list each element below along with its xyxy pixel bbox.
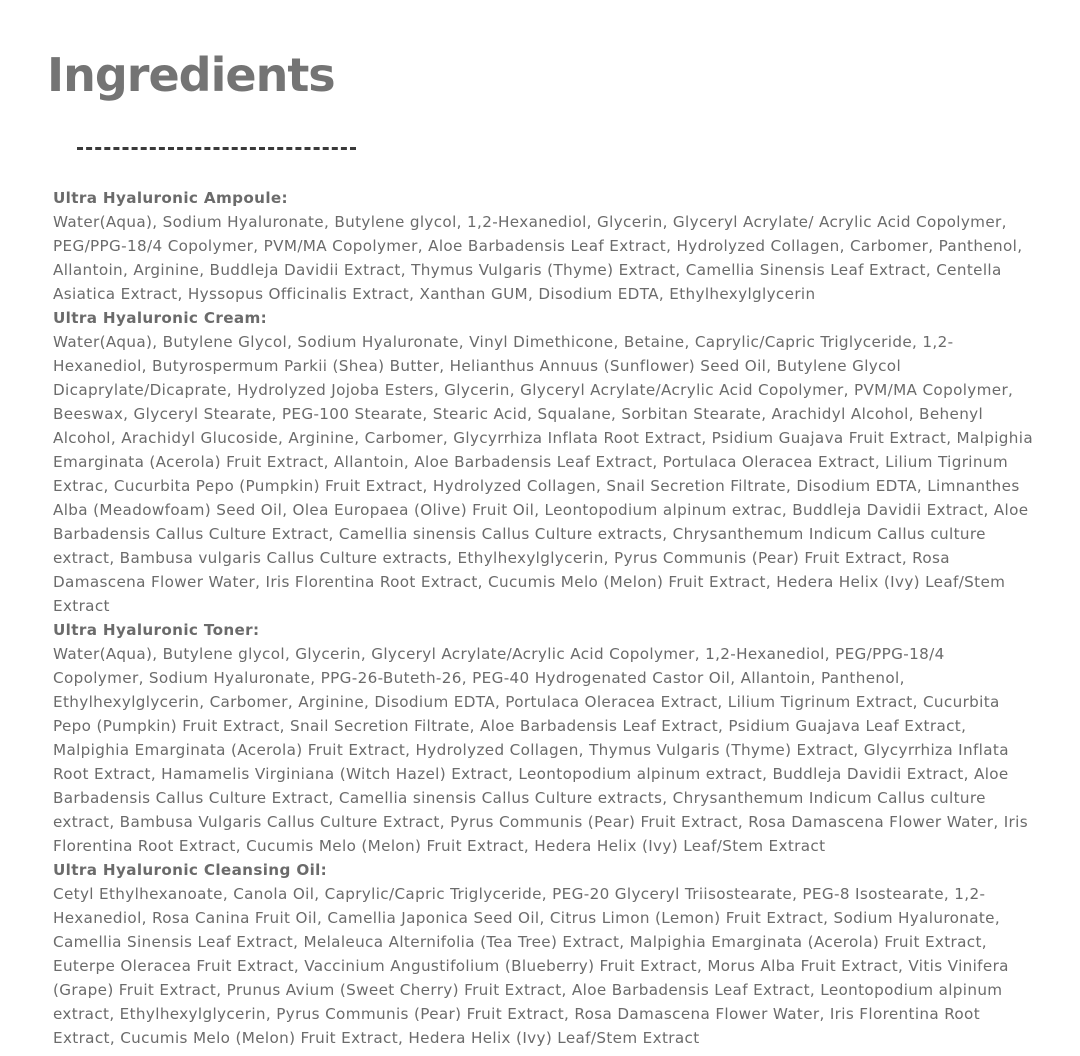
section-ingredients: Cetyl Ethylhexanoate, Canola Oil, Caprylic/Capric Triglyceride, PEG-20 Glyceryl Triisostearate, PEG-8 Isostearate, 1,2-Hexanediol, Rosa Canina Fruit Oil, Camellia Japonica Seed Oil, Citrus Limon (Lemon) Fruit Extract, Sodium Hyaluronate, Camellia Sinensis Leaf Extract, Melaleuca Alternifolia (Tea Tree) Extract, Malpighia Emarginata (Acerola) Fruit Extract, Euterpe Oleracea Fruit Extract, Vaccinium Angustifolium (Blueberry) Fruit Extract, Morus Alba Fruit Extract, Vitis Vinifera (Grape) Fruit Extract, Prunus Avium (Sweet Cherry) Fruit Extract, Aloe Barbadensis Leaf Extract, Leontopodium alpinum extract, Ethylhexylglycerin, Pyrus Communis (Pear) Fruit Extract, Rosa Damascena Flower Water, Iris Florentina Root Extract, Cucumis Melo (Melon) Fruit Extract, Hedera Helix (Ivy) Leaf/Stem Extract — [53, 885, 1009, 1047]
section-heading: Ultra Hyaluronic Cream: — [53, 309, 268, 327]
section-cream — [53, 306, 1038, 618]
title-divider — [77, 147, 356, 150]
ingredients-list — [53, 186, 1038, 1050]
section-ingredients: Water(Aqua), Sodium Hyaluronate, Butylene glycol, 1,2-Hexanediol, Glycerin, Glyceryl Acrylate/ Acrylic Acid Copolymer, PEG/PPG-18/4 Copolymer, PVM/MA Copolymer, Aloe Barbadensis Leaf Extract, Hydrolyzed Collagen, Carbomer, Panthenol, Allantoin, Arginine, Buddleja Davidii Extract, Thymus Vulgaris (Thyme) Extract, Camellia Sinensis Leaf Extract, Centella Asiatica Extract, Hyssopus Officinalis Extract, Xanthan GUM, Disodium EDTA, Ethylhexylglycerin — [53, 213, 1023, 303]
section-cleansing-oil — [53, 858, 1038, 1050]
section-heading: Ultra Hyaluronic Toner: — [53, 621, 260, 639]
section-heading: Ultra Hyaluronic Cleansing Oil: — [53, 861, 328, 879]
section-ingredients: Water(Aqua), Butylene glycol, Glycerin, Glyceryl Acrylate/Acrylic Acid Copolymer, 1,2-Hexanediol, PEG/PPG-18/4 Copolymer, Sodium Hyaluronate, PPG-26-Buteth-26, PEG-40 Hydrogenated Castor Oil, Allantoin, Panthenol, Ethylhexylglycerin, Carbomer, Arginine, Disodium EDTA, Portulaca Oleracea Extract, Lilium Tigrinum Extract, Cucurbita Pepo (Pumpkin) Fruit Extract, Snail Secretion Filtrate, Aloe Barbadensis Leaf Extract, Psidium Guajava Leaf Extract, Malpighia Emarginata (Acerola) Fruit Extract, Hydrolyzed Collagen, Thymus Vulgaris (Thyme) Extract, Glycyrrhiza Inflata Root Extract, Hamamelis Virginiana (Witch Hazel) Extract, Leontopodium alpinum extract, Buddleja Davidii Extract, Aloe Barbadensis Callus Culture Extract, Camellia sinensis Callus Culture extracts, Chrysanthemum Indicum Callus culture extract, Bambusa Vulgaris Callus Culture Extract, Pyrus Communis (Pear) Fruit Extract, Rosa Damascena Flower Water, Iris Florentina Root Extract, Cucumis Melo (Melon) Fruit Extract, Hedera Helix (Ivy) Leaf/Stem Extract — [53, 645, 1028, 855]
section-heading: Ultra Hyaluronic Ampoule: — [53, 189, 288, 207]
page-title: Ingredients — [47, 48, 335, 102]
section-ampoule — [53, 186, 1038, 306]
section-toner — [53, 618, 1038, 858]
section-ingredients: Water(Aqua), Butylene Glycol, Sodium Hyaluronate, Vinyl Dimethicone, Betaine, Caprylic/Capric Triglyceride, 1,2-Hexanediol, Butyrospermum Parkii (Shea) Butter, Helianthus Annuus (Sunflower) Seed Oil, Butylene Glycol Dicaprylate/Dicaprate, Hydrolyzed Jojoba Esters, Glycerin, Glyceryl Acrylate/Acrylic Acid Copolymer, PVM/MA Copolymer, Beeswax, Glyceryl Stearate, PEG-100 Stearate, Stearic Acid, Squalane, Sorbitan Stearate, Arachidyl Alcohol, Behenyl Alcohol, Arachidyl Glucoside, Arginine, Carbomer, Glycyrrhiza Inflata Root Extract, Psidium Guajava Fruit Extract, Malpighia Emarginata (Acerola) Fruit Extract, Allantoin, Aloe Barbadensis Leaf Extract, Portulaca Oleracea Extract, Lilium Tigrinum Extrac, Cucurbita Pepo (Pumpkin) Fruit Extract, Hydrolyzed Collagen, Snail Secretion Filtrate, Disodium EDTA, Limnanthes Alba (Meadowfoam) Seed Oil, Olea Europaea (Olive) Fruit Oil, Leontopodium alpinum extrac, Buddleja Davidii Extract, Aloe Barbadensis Callus Culture Extract, Camellia sinensis Callus Culture extracts, Chrysanthemum Indicum Callus culture extract, Bambusa vulgaris Callus Culture extracts, Ethylhexylglycerin, Pyrus Communis (Pear) Fruit Extract, Rosa Damascena Flower Water, Iris Florentina Root Extract, Cucumis Melo (Melon) Fruit Extract, Hedera Helix (Ivy) Leaf/Stem Extract — [53, 333, 1033, 615]
